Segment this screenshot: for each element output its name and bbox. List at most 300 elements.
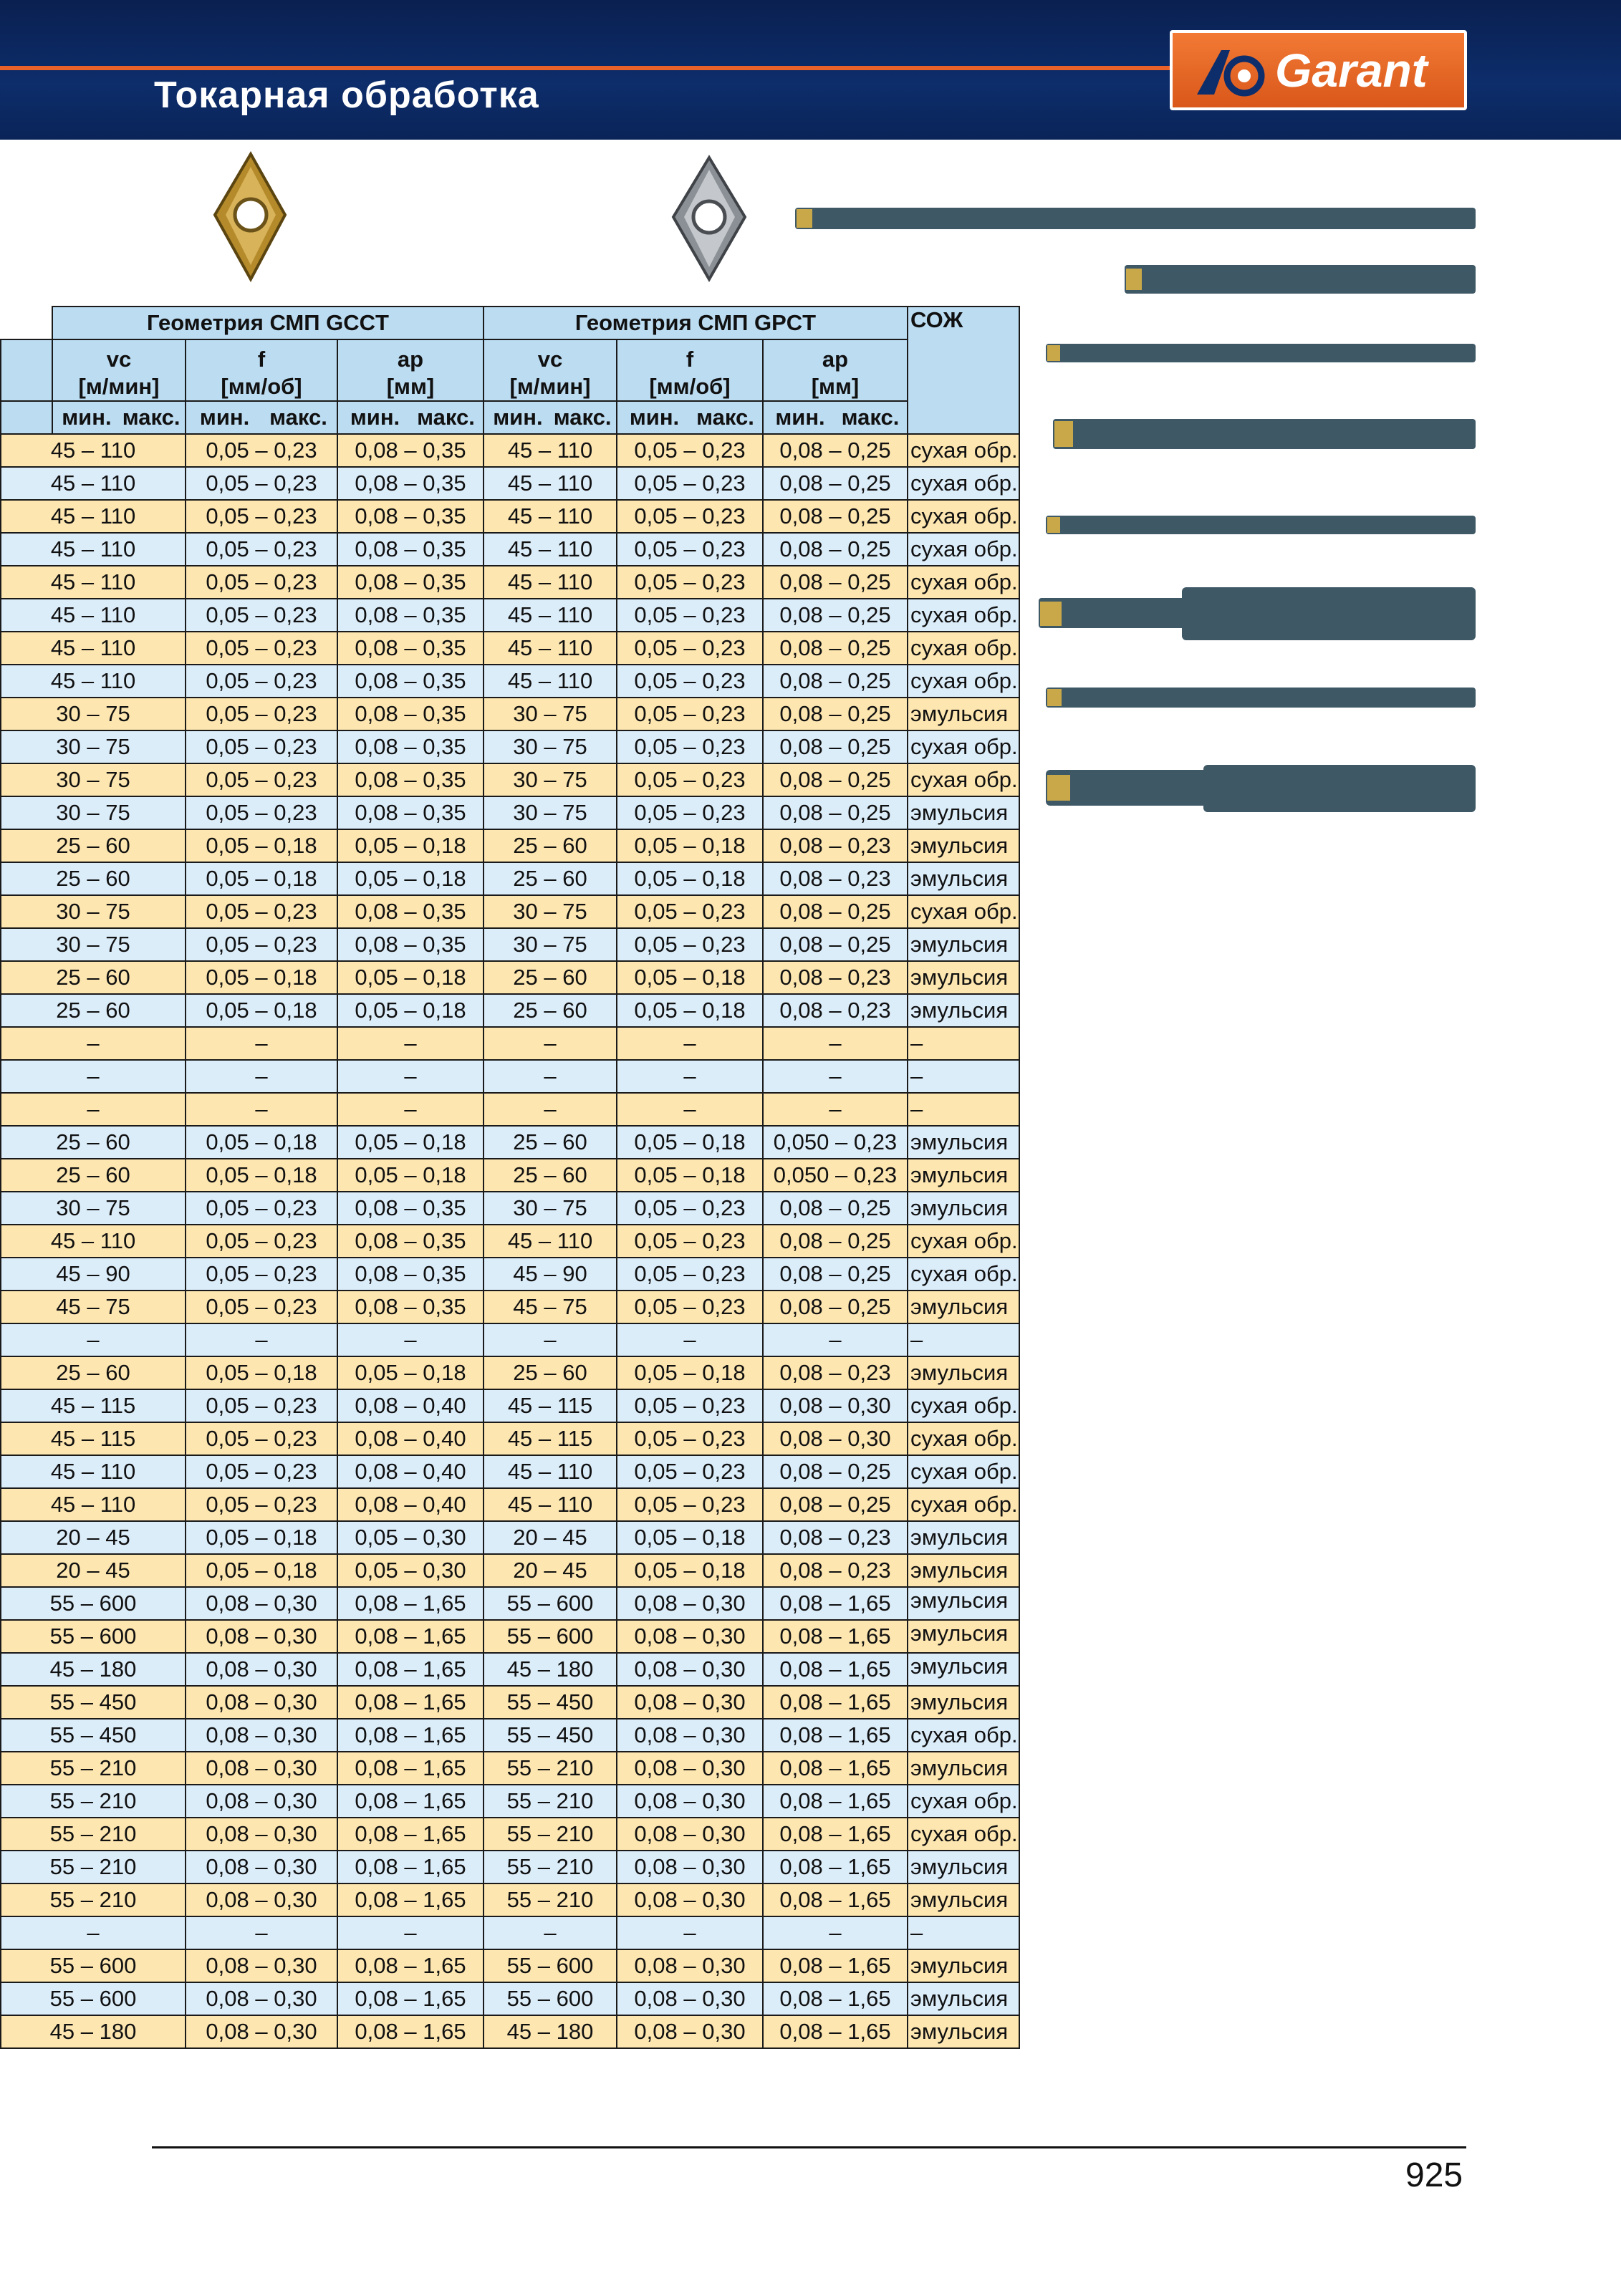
cell-coolant: эмульсия <box>908 1982 1019 2015</box>
cell-ap: 0,08 – 0,35 <box>337 434 484 467</box>
cell-ap: 0,08 – 0,40 <box>337 1422 484 1455</box>
cell-f: 0,08 – 0,30 <box>186 1949 337 1982</box>
cell-coolant: сухая обр. <box>908 1818 1019 1851</box>
footer-divider <box>152 2146 1466 2148</box>
cell-vc: 45 – 110 <box>1 566 186 599</box>
cell-vc: 25 – 60 <box>1 1159 186 1192</box>
cell-f2: 0,05 – 0,18 <box>617 862 763 895</box>
cell-vc: 25 – 60 <box>1 994 186 1027</box>
table-row <box>1 1488 1019 1521</box>
cell-vc2: 30 – 75 <box>484 895 617 928</box>
table-row <box>1 1389 1019 1422</box>
cell-f: 0,05 – 0,23 <box>186 1225 337 1258</box>
cell-ap2: 0,08 – 0,30 <box>763 1422 908 1455</box>
table-row <box>1 1323 1019 1356</box>
cell-f2: 0,05 – 0,23 <box>617 763 763 796</box>
cell-ap: 0,08 – 0,35 <box>337 599 484 632</box>
cell-vc: 55 – 210 <box>1 1752 186 1785</box>
cell-f2: 0,05 – 0,23 <box>617 1389 763 1422</box>
cell-f: – <box>186 1916 337 1949</box>
table-row <box>1 1027 1019 1060</box>
cell-vc2: 45 – 180 <box>484 1653 617 1686</box>
cell-ap2: – <box>763 1060 908 1093</box>
table-row <box>1 1126 1019 1159</box>
cell-f: 0,05 – 0,23 <box>186 632 337 665</box>
cell-ap2: 0,08 – 0,25 <box>763 533 908 566</box>
cell-ap2: 0,08 – 0,25 <box>763 665 908 698</box>
corner-cell <box>1 307 52 339</box>
cell-f: 0,05 – 0,23 <box>186 1291 337 1323</box>
cell-coolant: эмульсия <box>908 1159 1019 1192</box>
table-row <box>1 1258 1019 1291</box>
cell-ap2: – <box>763 1916 908 1949</box>
cell-f: – <box>186 1093 337 1126</box>
cell-f: 0,08 – 0,30 <box>186 1785 337 1818</box>
cell-f: 0,05 – 0,23 <box>186 730 337 763</box>
table-row <box>1 1653 1019 1686</box>
cell-ap2: 0,08 – 1,65 <box>763 1818 908 1851</box>
cell-vc: 25 – 60 <box>1 829 186 862</box>
cell-ap: 0,08 – 0,35 <box>337 566 484 599</box>
cell-ap2: 0,08 – 1,65 <box>763 1949 908 1982</box>
table-row <box>1 1916 1019 1949</box>
cell-ap: – <box>337 1916 484 1949</box>
cell-f: 0,08 – 0,30 <box>186 1818 337 1851</box>
cell-ap: 0,08 – 1,65 <box>337 1587 484 1620</box>
cell-vc2: 25 – 60 <box>484 1126 617 1159</box>
table-row <box>1 434 1019 467</box>
cell-vc2: 25 – 60 <box>484 1159 617 1192</box>
cell-f: 0,05 – 0,18 <box>186 862 337 895</box>
ap-header-gcct: ap [мм] <box>337 339 484 401</box>
table-row <box>1 1192 1019 1225</box>
cell-coolant: сухая обр. <box>908 665 1019 698</box>
cell-vc2: 45 – 110 <box>484 500 617 533</box>
page-number: 925 <box>1405 2156 1463 2194</box>
cell-f: 0,05 – 0,23 <box>186 599 337 632</box>
cell-ap2: 0,08 – 0,25 <box>763 1192 908 1225</box>
cell-ap: 0,08 – 0,35 <box>337 1258 484 1291</box>
cell-coolant: эмульсия <box>908 961 1019 994</box>
cell-vc2: 30 – 75 <box>484 1192 617 1225</box>
cell-f2: 0,08 – 0,30 <box>617 1686 763 1719</box>
cell-f: 0,05 – 0,23 <box>186 665 337 698</box>
cell-f2: 0,05 – 0,18 <box>617 829 763 862</box>
cell-f: 0,05 – 0,18 <box>186 1554 337 1587</box>
cell-ap2: 0,08 – 1,65 <box>763 1587 908 1620</box>
cell-vc2: 45 – 110 <box>484 665 617 698</box>
table-row <box>1 1883 1019 1916</box>
cell-ap2: 0,08 – 0,25 <box>763 763 908 796</box>
cell-f2: 0,08 – 0,30 <box>617 1620 763 1653</box>
table-row <box>1 1554 1019 1587</box>
cell-coolant: эмульсия <box>908 1356 1019 1389</box>
cell-coolant: сухая обр. <box>908 467 1019 500</box>
cell-ap2: – <box>763 1323 908 1356</box>
table-row <box>1 1620 1019 1653</box>
cell-ap: 0,08 – 1,65 <box>337 1719 484 1752</box>
cell-ap2: 0,08 – 0,25 <box>763 1488 908 1521</box>
cell-ap2: 0,08 – 1,65 <box>763 1620 908 1653</box>
cell-ap2: 0,08 – 0,25 <box>763 566 908 599</box>
cell-vc: 30 – 75 <box>1 895 186 928</box>
cell-ap: 0,05 – 0,18 <box>337 994 484 1027</box>
cell-coolant: эмульсия <box>908 928 1019 961</box>
table-row <box>1 928 1019 961</box>
cell-ap: – <box>337 1060 484 1093</box>
cell-f: 0,08 – 0,30 <box>186 1653 337 1686</box>
cell-vc2: 55 – 600 <box>484 1620 617 1653</box>
cell-f2: 0,08 – 0,30 <box>617 1752 763 1785</box>
cell-coolant: сухая обр. <box>908 1785 1019 1818</box>
boring-bar-icon <box>1125 265 1476 294</box>
cell-ap2: 0,08 – 1,65 <box>763 1653 908 1686</box>
cell-coolant: эмульсия <box>908 1752 1019 1785</box>
cell-vc: 55 – 210 <box>1 1785 186 1818</box>
table-row <box>1 829 1019 862</box>
table-row <box>1 599 1019 632</box>
cell-ap2: 0,08 – 0,25 <box>763 796 908 829</box>
cell-f: 0,05 – 0,18 <box>186 1521 337 1554</box>
cell-vc2: 55 – 600 <box>484 1982 617 2015</box>
cell-coolant: – <box>908 1323 1019 1356</box>
cell-ap2: – <box>763 1027 908 1060</box>
cell-vc2: – <box>484 1060 617 1093</box>
cell-coolant: эмульсия <box>908 1686 1019 1719</box>
cell-vc: 45 – 180 <box>1 2015 186 2048</box>
cell-vc2: 45 – 110 <box>484 566 617 599</box>
cell-f2: 0,08 – 0,30 <box>617 1785 763 1818</box>
cell-vc2: 45 – 110 <box>484 434 617 467</box>
cell-f2: 0,05 – 0,18 <box>617 1521 763 1554</box>
cell-f: 0,05 – 0,23 <box>186 928 337 961</box>
table-row <box>1 1093 1019 1126</box>
cell-coolant: эмульсия <box>908 1653 1019 1686</box>
cell-coolant: эмульсия <box>908 1554 1019 1587</box>
cell-f2: 0,05 – 0,18 <box>617 1356 763 1389</box>
header-accent-stripe <box>0 66 1175 70</box>
cell-coolant: сухая обр. <box>908 1225 1019 1258</box>
cell-f2: 0,05 – 0,23 <box>617 632 763 665</box>
cell-f: 0,08 – 0,30 <box>186 2015 337 2048</box>
cell-vc: 55 – 600 <box>1 1949 186 1982</box>
cell-coolant: эмульсия <box>908 1851 1019 1883</box>
cell-coolant: сухая обр. <box>908 895 1019 928</box>
cell-ap2: 0,08 – 0,25 <box>763 895 908 928</box>
vc-header-gpct: vc [м/мин] <box>484 339 617 401</box>
cell-vc2: 30 – 75 <box>484 928 617 961</box>
cell-f: 0,05 – 0,18 <box>186 1356 337 1389</box>
cell-f2: 0,08 – 0,30 <box>617 1883 763 1916</box>
cell-coolant: сухая обр. <box>908 1488 1019 1521</box>
cell-ap: 0,08 – 0,35 <box>337 730 484 763</box>
boring-bar-icon <box>795 208 1476 229</box>
cell-coolant: эмульсия <box>908 1126 1019 1159</box>
cell-f: 0,08 – 0,30 <box>186 1587 337 1620</box>
cell-coolant: сухая обр. <box>908 533 1019 566</box>
cell-vc2: 55 – 210 <box>484 1785 617 1818</box>
cell-ap2: 0,08 – 0,23 <box>763 1554 908 1587</box>
logo-text: Garant <box>1275 44 1428 97</box>
cell-ap: 0,08 – 1,65 <box>337 2015 484 2048</box>
table-row <box>1 1422 1019 1455</box>
cell-f: 0,08 – 0,30 <box>186 1851 337 1883</box>
cell-vc2: 30 – 75 <box>484 698 617 730</box>
cell-vc2: – <box>484 1093 617 1126</box>
cell-vc: – <box>1 1093 186 1126</box>
table-row <box>1 1521 1019 1554</box>
cell-f2: 0,08 – 0,30 <box>617 1949 763 1982</box>
cell-vc: 30 – 75 <box>1 1192 186 1225</box>
cell-vc2: 45 – 110 <box>484 1225 617 1258</box>
group-header-gcct: Геометрия СМП GCCT <box>52 307 484 339</box>
cell-f2: 0,05 – 0,23 <box>617 928 763 961</box>
table-row <box>1 1851 1019 1883</box>
cell-ap2: – <box>763 1093 908 1126</box>
cell-ap: 0,08 – 1,65 <box>337 1818 484 1851</box>
cell-coolant: эмульсия <box>908 698 1019 730</box>
cell-ap2: 0,050 – 0,23 <box>763 1159 908 1192</box>
cell-ap: 0,05 – 0,30 <box>337 1554 484 1587</box>
cell-ap2: 0,08 – 0,25 <box>763 698 908 730</box>
cell-ap: 0,08 – 0,35 <box>337 895 484 928</box>
cell-vc2: 45 – 115 <box>484 1389 617 1422</box>
cell-vc: – <box>1 1060 186 1093</box>
cell-vc: 45 – 110 <box>1 1488 186 1521</box>
cell-vc2: 25 – 60 <box>484 961 617 994</box>
cell-f: 0,05 – 0,18 <box>186 994 337 1027</box>
cell-vc2: 30 – 75 <box>484 763 617 796</box>
cell-vc2: 45 – 110 <box>484 1488 617 1521</box>
cell-ap: 0,08 – 0,35 <box>337 500 484 533</box>
cell-vc: 55 – 210 <box>1 1851 186 1883</box>
cell-coolant: эмульсия <box>908 994 1019 1027</box>
cell-f: 0,05 – 0,23 <box>186 500 337 533</box>
cell-vc: 55 – 600 <box>1 1587 186 1620</box>
cell-vc2: 45 – 75 <box>484 1291 617 1323</box>
cell-f2: 0,08 – 0,30 <box>617 1982 763 2015</box>
cell-ap2: 0,08 – 1,65 <box>763 1883 908 1916</box>
cell-coolant: сухая обр. <box>908 500 1019 533</box>
table-row <box>1 467 1019 500</box>
cell-vc: 45 – 90 <box>1 1258 186 1291</box>
cell-f2: 0,05 – 0,23 <box>617 665 763 698</box>
cell-vc: 45 – 110 <box>1 500 186 533</box>
cell-ap: 0,08 – 0,40 <box>337 1488 484 1521</box>
cell-ap2: 0,08 – 0,23 <box>763 862 908 895</box>
cell-ap: 0,08 – 1,65 <box>337 1686 484 1719</box>
table-row <box>1 961 1019 994</box>
cell-f: 0,08 – 0,30 <box>186 1883 337 1916</box>
coolant-header: СОЖ <box>908 307 1019 434</box>
cell-vc: 20 – 45 <box>1 1554 186 1587</box>
cell-ap: 0,08 – 0,35 <box>337 1225 484 1258</box>
cell-ap: 0,08 – 0,35 <box>337 796 484 829</box>
cell-f2: 0,08 – 0,30 <box>617 1818 763 1851</box>
cell-f: 0,05 – 0,18 <box>186 961 337 994</box>
cell-vc: 45 – 110 <box>1 599 186 632</box>
cell-ap2: 0,08 – 0,25 <box>763 730 908 763</box>
cell-coolant: сухая обр. <box>908 566 1019 599</box>
cell-vc2: – <box>484 1916 617 1949</box>
table-row <box>1 1060 1019 1093</box>
cell-ap2: 0,08 – 0,25 <box>763 467 908 500</box>
table-body <box>1 434 1019 2048</box>
cell-vc: 45 – 110 <box>1 632 186 665</box>
cell-ap: – <box>337 1093 484 1126</box>
cell-vc2: 25 – 60 <box>484 862 617 895</box>
minmax-vc-gpct: мин. макс. <box>484 401 617 434</box>
cell-vc: 55 – 210 <box>1 1883 186 1916</box>
minmax-f-gcct: мин. макс. <box>186 401 337 434</box>
table-row <box>1 994 1019 1027</box>
cell-f2: 0,05 – 0,23 <box>617 1192 763 1225</box>
cell-f: 0,08 – 0,30 <box>186 1620 337 1653</box>
table-row <box>1 1752 1019 1785</box>
cell-ap2: 0,08 – 0,25 <box>763 599 908 632</box>
cell-ap: 0,08 – 1,65 <box>337 1851 484 1883</box>
cell-vc2: 55 – 450 <box>484 1686 617 1719</box>
table-row <box>1 763 1019 796</box>
cell-coolant: сухая обр. <box>908 1389 1019 1422</box>
cell-ap: 0,05 – 0,18 <box>337 1356 484 1389</box>
cell-f: 0,05 – 0,23 <box>186 467 337 500</box>
cell-f: 0,05 – 0,23 <box>186 895 337 928</box>
table-row <box>1 1587 1019 1620</box>
cell-coolant: сухая обр. <box>908 632 1019 665</box>
cell-ap: 0,05 – 0,18 <box>337 1126 484 1159</box>
cell-f2: 0,05 – 0,23 <box>617 434 763 467</box>
cell-ap: 0,08 – 1,65 <box>337 1752 484 1785</box>
cell-f2: 0,08 – 0,30 <box>617 2015 763 2048</box>
cell-vc: 45 – 110 <box>1 533 186 566</box>
cell-f2: 0,05 – 0,23 <box>617 730 763 763</box>
cell-vc: – <box>1 1027 186 1060</box>
cell-ap: 0,08 – 0,35 <box>337 467 484 500</box>
cell-f: 0,05 – 0,18 <box>186 1126 337 1159</box>
cell-coolant: – <box>908 1060 1019 1093</box>
boring-bar-icon <box>1182 587 1476 640</box>
cell-ap2: 0,08 – 1,65 <box>763 1982 908 2015</box>
boring-bar-icon <box>1046 688 1476 708</box>
cell-vc2: 55 – 210 <box>484 1752 617 1785</box>
cell-vc2: 20 – 45 <box>484 1521 617 1554</box>
cell-vc: 20 – 45 <box>1 1521 186 1554</box>
cell-f2: – <box>617 1060 763 1093</box>
cell-ap2: 0,08 – 0,25 <box>763 1291 908 1323</box>
cell-ap: 0,08 – 0,35 <box>337 1192 484 1225</box>
cell-f2: 0,05 – 0,18 <box>617 1159 763 1192</box>
cell-ap2: 0,08 – 0,25 <box>763 1225 908 1258</box>
cell-f: 0,05 – 0,18 <box>186 829 337 862</box>
table-row <box>1 1949 1019 1982</box>
cell-f: – <box>186 1323 337 1356</box>
vc-header-gcct: vc [м/мин] <box>52 339 186 401</box>
cell-ap: 0,05 – 0,18 <box>337 862 484 895</box>
cell-f: 0,05 – 0,23 <box>186 1422 337 1455</box>
cell-coolant: эмульсия <box>908 2015 1019 2048</box>
cell-vc: 30 – 75 <box>1 796 186 829</box>
boring-bar-icon <box>1053 419 1476 449</box>
cell-ap2: 0,08 – 0,25 <box>763 434 908 467</box>
cell-coolant: эмульсия <box>908 862 1019 895</box>
cell-f: 0,05 – 0,23 <box>186 763 337 796</box>
cell-f: 0,08 – 0,30 <box>186 1719 337 1752</box>
cell-f2: 0,05 – 0,18 <box>617 1126 763 1159</box>
cell-ap: 0,08 – 0,35 <box>337 698 484 730</box>
table-row <box>1 796 1019 829</box>
cell-f2: 0,08 – 0,30 <box>617 1587 763 1620</box>
cell-vc2: 25 – 60 <box>484 994 617 1027</box>
cell-f2: – <box>617 1916 763 1949</box>
cell-f2: 0,05 – 0,23 <box>617 533 763 566</box>
cell-ap2: 0,08 – 0,23 <box>763 994 908 1027</box>
group-header-gpct: Геометрия СМП GPCT <box>484 307 908 339</box>
cell-f2: 0,05 – 0,18 <box>617 1554 763 1587</box>
table-row <box>1 665 1019 698</box>
cell-ap2: 0,08 – 0,25 <box>763 928 908 961</box>
cell-ap2: 0,08 – 0,23 <box>763 1521 908 1554</box>
cell-vc: 45 – 110 <box>1 467 186 500</box>
garant-logo <box>1170 30 1467 110</box>
cell-ap: 0,08 – 0,35 <box>337 533 484 566</box>
cell-f2: 0,05 – 0,23 <box>617 895 763 928</box>
cell-vc: 25 – 60 <box>1 961 186 994</box>
table-row <box>1 1356 1019 1389</box>
cell-coolant: сухая обр. <box>908 1719 1019 1752</box>
cell-vc: – <box>1 1916 186 1949</box>
cell-ap2: 0,08 – 1,65 <box>763 1686 908 1719</box>
cell-vc2: – <box>484 1027 617 1060</box>
table-row <box>1 1686 1019 1719</box>
cell-ap: 0,08 – 0,35 <box>337 763 484 796</box>
cell-coolant: эмульсия <box>908 1587 1019 1620</box>
cell-coolant: сухая обр. <box>908 434 1019 467</box>
cell-ap: 0,08 – 1,65 <box>337 1982 484 2015</box>
cell-f2: – <box>617 1323 763 1356</box>
cell-coolant: эмульсия <box>908 1291 1019 1323</box>
cell-vc2: 55 – 450 <box>484 1719 617 1752</box>
cell-f2: 0,05 – 0,23 <box>617 1258 763 1291</box>
cell-vc2: 30 – 75 <box>484 796 617 829</box>
cell-f: – <box>186 1027 337 1060</box>
minmax-vc-gcct: мин. макс. <box>52 401 186 434</box>
cell-vc2: 20 – 45 <box>484 1554 617 1587</box>
table-row <box>1 533 1019 566</box>
table-row <box>1 500 1019 533</box>
cell-f: 0,08 – 0,30 <box>186 1686 337 1719</box>
cell-f2: 0,08 – 0,30 <box>617 1653 763 1686</box>
cell-f: 0,05 – 0,23 <box>186 796 337 829</box>
cell-ap: 0,05 – 0,30 <box>337 1521 484 1554</box>
table-row <box>1 1818 1019 1851</box>
cell-ap: 0,08 – 0,40 <box>337 1389 484 1422</box>
silver-insert-icon <box>673 158 745 279</box>
table-row <box>1 1785 1019 1818</box>
cell-f2: 0,05 – 0,18 <box>617 961 763 994</box>
f-header-gpct: f [мм/об] <box>617 339 763 401</box>
cell-ap: – <box>337 1323 484 1356</box>
cell-coolant: эмульсия <box>908 1949 1019 1982</box>
minmax-ap-gcct: мин. макс. <box>337 401 484 434</box>
cell-vc2: 45 – 110 <box>484 1455 617 1488</box>
table-row <box>1 2015 1019 2048</box>
cell-vc2: 30 – 75 <box>484 730 617 763</box>
cell-ap2: 0,08 – 0,25 <box>763 632 908 665</box>
cell-f: 0,08 – 0,30 <box>186 1752 337 1785</box>
cell-f2: 0,05 – 0,23 <box>617 1225 763 1258</box>
cell-coolant: – <box>908 1916 1019 1949</box>
